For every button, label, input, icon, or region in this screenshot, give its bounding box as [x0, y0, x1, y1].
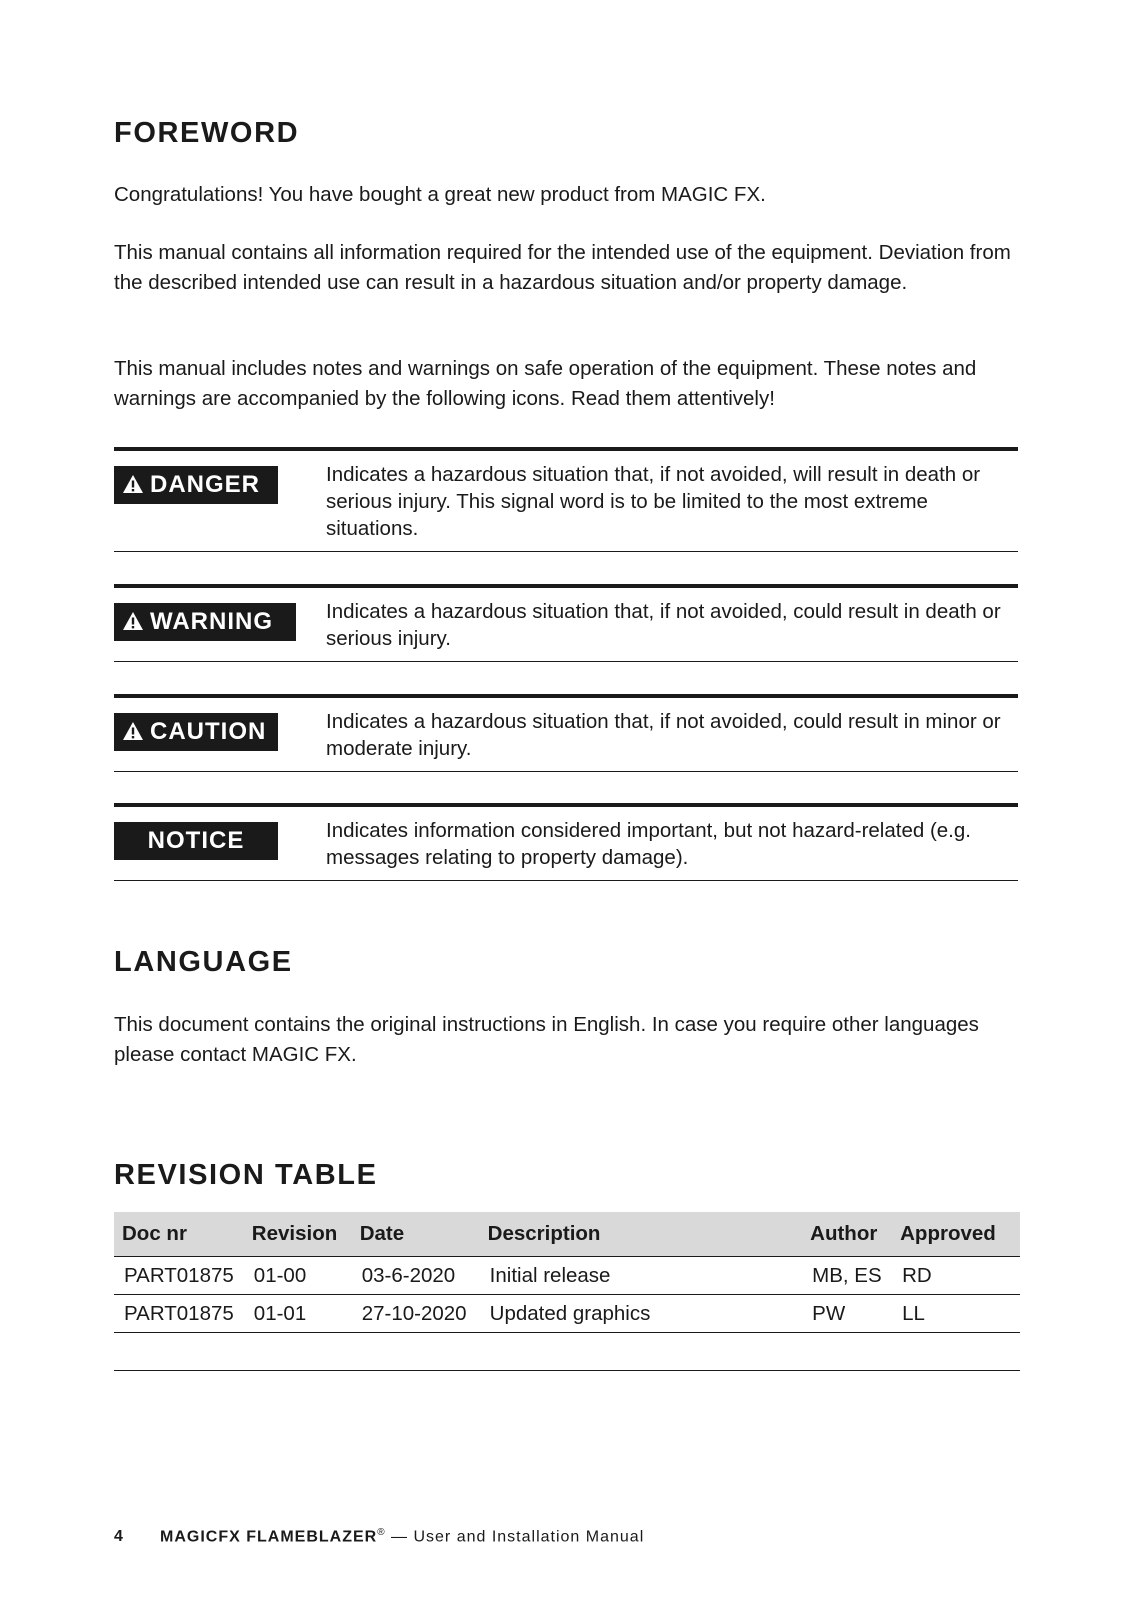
table-row [114, 1257, 1020, 1295]
cell-date: 03-6-2020 [352, 1257, 480, 1295]
cell-approved [892, 1333, 1020, 1371]
caution-label [114, 713, 278, 751]
cell-author: PW [802, 1295, 892, 1333]
cell-revision [244, 1333, 352, 1371]
page-number: 4 [114, 1528, 124, 1546]
cell-author [802, 1333, 892, 1371]
foreword-paragraph-2: This manual contains all information required for the intended use of the equipment. Deviation from the described intended use can result in a hazardous situation and/or property damage. [114, 241, 1011, 294]
warning-triangle-icon [122, 721, 144, 741]
cell-date: 27-10-2020 [352, 1295, 480, 1333]
cell-author: MB, ES [802, 1257, 892, 1295]
cell-date [352, 1333, 480, 1371]
revision-table [114, 1212, 1020, 1371]
foreword-paragraph-3: This manual includes notes and warnings on safe operation of the equipment. These notes and warnings are accompanied by the following icons. Read them attentively! [114, 357, 977, 410]
warning-description: Indicates a hazardous situation that, if not avoided, could result in death or serious injury. [326, 600, 1001, 650]
warning-label-text: WARNING [150, 608, 273, 635]
warning-triangle-icon [122, 611, 144, 631]
cell-revision: 01-00 [244, 1257, 352, 1295]
cell-revision: 01-01 [244, 1295, 352, 1333]
language-text: This document contains the original instructions in English. In case you require other languages please contact MAGIC FX. [114, 1013, 979, 1066]
notice-label [114, 822, 278, 860]
header-date: Date [352, 1212, 480, 1257]
table-row [114, 1333, 1020, 1371]
header-approved: Approved [892, 1212, 1020, 1257]
warning-label [114, 603, 296, 641]
warning-triangle-icon [122, 474, 144, 494]
language-title: LANGUAGE [114, 946, 293, 978]
registered-mark: ® [377, 1527, 386, 1538]
danger-description: Indicates a hazardous situation that, if not avoided, will result in death or serious injury. This signal word is to be limited to the most extreme situations. [326, 463, 981, 540]
header-description: Description [480, 1212, 802, 1257]
cell-description: Updated graphics [480, 1295, 802, 1333]
foreword-title: FOREWORD [114, 117, 300, 149]
header-author: Author [802, 1212, 892, 1257]
foreword-paragraph-1: Congratulations! You have bought a great new product from MAGIC FX. [114, 183, 766, 206]
table-row [114, 1295, 1020, 1333]
danger-label [114, 466, 278, 504]
cell-doc-nr: PART01875 [114, 1257, 244, 1295]
signal-row-caution [114, 694, 1018, 772]
danger-label-text: DANGER [150, 471, 261, 498]
notice-label-text: NOTICE [147, 827, 245, 854]
cell-doc-nr [114, 1333, 244, 1371]
page-footer [114, 1527, 644, 1546]
cell-approved: LL [892, 1295, 1020, 1333]
signal-row-warning [114, 584, 1018, 662]
notice-description: Indicates information considered important, but not hazard-related (e.g. messages relating to property damage). [326, 819, 971, 869]
cell-approved: RD [892, 1257, 1020, 1295]
header-doc-nr: Doc nr [114, 1212, 244, 1257]
footer-subtitle: — User and Installation Manual [385, 1528, 645, 1546]
header-revision: Revision [244, 1212, 352, 1257]
footer-brand: MAGICFX FLAMEBLAZER [160, 1528, 378, 1546]
caution-label-text: CAUTION [150, 718, 267, 745]
signal-row-notice [114, 803, 1018, 881]
cell-description [480, 1333, 802, 1371]
cell-description: Initial release [480, 1257, 802, 1295]
cell-doc-nr: PART01875 [114, 1295, 244, 1333]
revision-title: REVISION TABLE [114, 1159, 378, 1191]
caution-description: Indicates a hazardous situation that, if not avoided, could result in minor or moderate injury. [326, 710, 1001, 760]
signal-row-danger [114, 447, 1018, 552]
table-header-row [114, 1212, 1020, 1257]
